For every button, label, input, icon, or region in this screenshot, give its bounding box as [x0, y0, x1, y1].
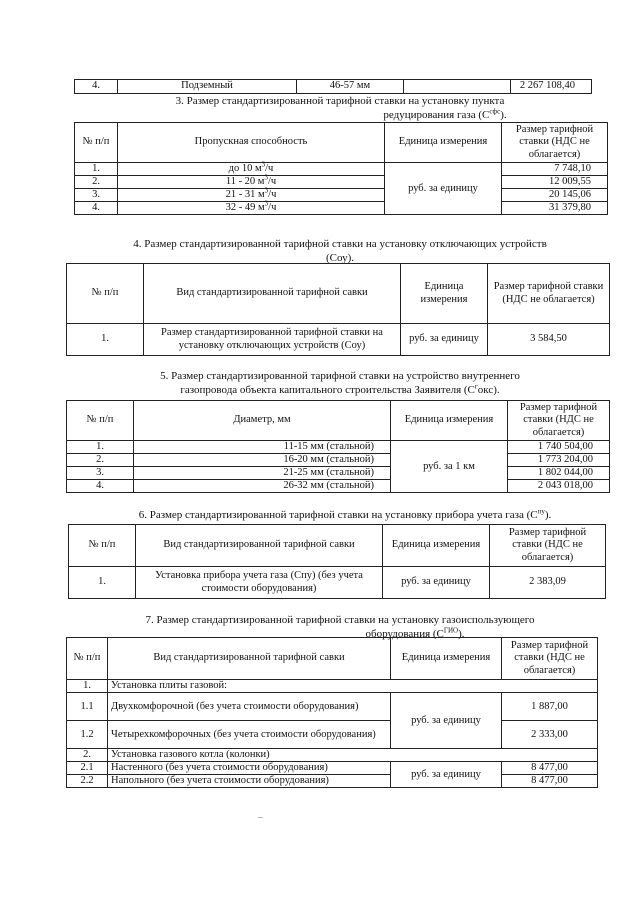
section3-title [60, 95, 620, 123]
row-price: 8 477,00 [502, 775, 598, 788]
row-price: 2 043 018,00 [508, 480, 610, 493]
header-name: Вид стандартизированной тарифной савки [144, 264, 401, 324]
header-name: Вид стандартизированной тарифной савки [108, 638, 391, 680]
row-num: 2. [67, 454, 134, 467]
header-num: № п/п [75, 123, 118, 163]
row-price: 2 383,09 [490, 567, 606, 599]
row-num: 2.2 [67, 775, 108, 788]
section7-title-end: ). [458, 627, 465, 640]
row-price: 2 333,00 [502, 721, 598, 749]
section6-title-sup: пу [537, 507, 545, 516]
row-unit [404, 80, 511, 94]
section3-title-sup: сфс [489, 107, 501, 116]
row-price: 31 379,80 [502, 202, 608, 215]
row-num: 1. [69, 567, 136, 599]
row-num: 1. [75, 163, 118, 176]
row-name-tail: /ч [265, 163, 274, 174]
header-name: Вид стандартизированной тарифной савки [136, 525, 383, 567]
top-continuation-table [74, 79, 592, 94]
section4-title [60, 238, 620, 266]
row-price: 1 802 044,00 [508, 467, 610, 480]
row-name-text: 32 - 49 м [225, 202, 265, 214]
row-type: Подземный [118, 80, 297, 94]
header-rate: Размер тарифной ставки (НДС не облагается) [502, 123, 608, 163]
row-name-tail: /ч [268, 189, 277, 201]
row-name-tail: /ч [267, 176, 277, 188]
row-price: 20 145,06 [502, 189, 608, 202]
section7-title-line1: 7. Размер стандартизированной тарифной ставки на установку газоиспользующего [145, 614, 535, 626]
header-num: № п/п [67, 264, 144, 324]
row-num: 1. [67, 441, 134, 454]
row-num: 3. [75, 189, 118, 202]
section7-table [66, 637, 598, 788]
row-num: 1. [67, 680, 108, 693]
row-unit: руб. за единицу [401, 324, 488, 356]
section7-title-sup: ГИО [443, 626, 459, 635]
section4-title-line1: 4. Размер стандартизированной тарифной ставки на установку отключающих устройств [133, 238, 547, 250]
header-unit: Единица измерения [383, 525, 490, 567]
header-unit: Единица измерения [391, 401, 508, 441]
row-name-tail: /ч [268, 202, 277, 214]
row-price: 1 773 204,00 [508, 454, 610, 467]
row-price: 1 887,00 [502, 693, 598, 721]
row-name [118, 199, 385, 215]
header-unit: Единица измерения [385, 123, 502, 163]
section3-title-line1: 3. Размер стандартизированной тарифной ставки на установку пункта [175, 95, 505, 107]
row-name-text: 21 - 31 м [225, 189, 265, 201]
row-num: 3. [67, 467, 134, 480]
section6-title-end: ). [544, 509, 552, 521]
header-unit: Единица измерения [401, 264, 488, 324]
section3-title-end: ). [500, 108, 507, 121]
unit-cell: руб. за 1 км [391, 441, 508, 493]
row-diameter: 46-57 мм [297, 80, 404, 94]
section4-table [66, 263, 610, 356]
row-name-sup: 3 [264, 199, 269, 208]
row-name: Установка плиты газовой: [108, 680, 598, 693]
row-name: Двухкомфорочной (без учета стоимости оборудования) [108, 693, 391, 721]
row-price: 12 009,55 [502, 176, 608, 189]
section5-title-line1: 5. Размер стандартизированной тарифной ставки на устройство внутреннего [160, 370, 520, 382]
row-name: 21-25 мм (стальной) [134, 467, 391, 480]
header-rate: Размер тарифной ставки (НДС не облагается) [508, 401, 610, 441]
row-name [118, 186, 385, 202]
section3-table [74, 122, 608, 215]
row-name: Установка прибора учета газа (Спу) (без учета стоимости оборудования) [136, 567, 383, 599]
header-num: № п/п [67, 638, 108, 680]
row-name: 11-15 мм (стальной) [134, 441, 391, 454]
row-name-text: 11 - 20 м [225, 176, 265, 188]
row-name: Настенного (без учета стоимости оборудования) [108, 762, 391, 775]
header-num: № п/п [67, 401, 134, 441]
unit-cell: руб. за единицу [391, 762, 502, 788]
row-price: 2 267 108,40 [511, 80, 592, 94]
row-num: 4. [67, 480, 134, 493]
row-num: 2. [67, 749, 108, 762]
row-price: 1 740 504,00 [508, 441, 610, 454]
section5-title [60, 370, 620, 398]
row-name [118, 160, 385, 176]
section3-title-line2 [60, 109, 620, 123]
section6-title [60, 509, 630, 523]
footer-mark: – [258, 812, 263, 822]
header-rate: Размер тарифной ставки (НДС не облагается) [488, 264, 610, 324]
header-rate: Размер тарифной ставки (НДС не облагается) [502, 638, 598, 680]
row-name: Установка газового котла (колонки) [108, 749, 598, 762]
row-num: 2. [75, 176, 118, 189]
row-name: Напольного (без учета стоимости оборудования) [108, 775, 391, 788]
row-num: 2.1 [67, 762, 108, 775]
row-price: 3 584,50 [488, 324, 610, 356]
row-name: 16-20 мм (стальной) [134, 454, 391, 467]
header-name: Диаметр, мм [134, 401, 391, 441]
section3-title-text: редуцирования газа (С [383, 108, 490, 121]
row-name-text: до 10 м [228, 163, 262, 174]
row-num: 1.1 [67, 693, 108, 721]
row-price: 8 477,00 [502, 762, 598, 775]
section5-title-line2 [60, 384, 620, 398]
row-number: 4. [75, 80, 118, 94]
row-price: 7 748,10 [502, 163, 608, 176]
unit-cell: руб. за единицу [391, 693, 502, 749]
header-num: № п/п [69, 525, 136, 567]
header-unit: Единица измерения [391, 638, 502, 680]
section5-title-sup: г [474, 382, 478, 391]
unit-cell: руб. за единицу [385, 163, 502, 215]
row-num: 4. [75, 202, 118, 215]
row-name-sup: 3 [264, 173, 268, 182]
section6-table [68, 524, 606, 599]
row-name-sup: 3 [264, 186, 269, 195]
row-name [118, 173, 385, 189]
row-name-sup: 3 [261, 160, 266, 169]
row-name: Размер стандартизированной тарифной ставки на установку отключающих устройств (Соу) [144, 324, 401, 356]
header-name: Пропускная способность [118, 123, 385, 163]
section5-table [66, 400, 610, 493]
section4-title-line2: (Соу). [326, 251, 354, 264]
row-name: 26-32 мм (стальной) [134, 480, 391, 493]
row-num: 1. [67, 324, 144, 356]
row-name: Четырехкомфорочных (без учета стоимости оборудования) [108, 721, 391, 749]
section6-title-text: 6. Размер стандартизированной тарифной ставки на установку прибора учета газа (С [138, 509, 538, 521]
section5-title-text: газопровода объекта капитального строительства Заявителя (С [180, 383, 475, 396]
row-num: 1.2 [67, 721, 108, 749]
section7-title-text: оборудования (С [365, 627, 444, 640]
section5-title-end: окс). [477, 383, 500, 396]
row-unit: руб. за единицу [383, 567, 490, 599]
header-rate: Размер тарифной ставки (НДС не облагается) [490, 525, 606, 567]
